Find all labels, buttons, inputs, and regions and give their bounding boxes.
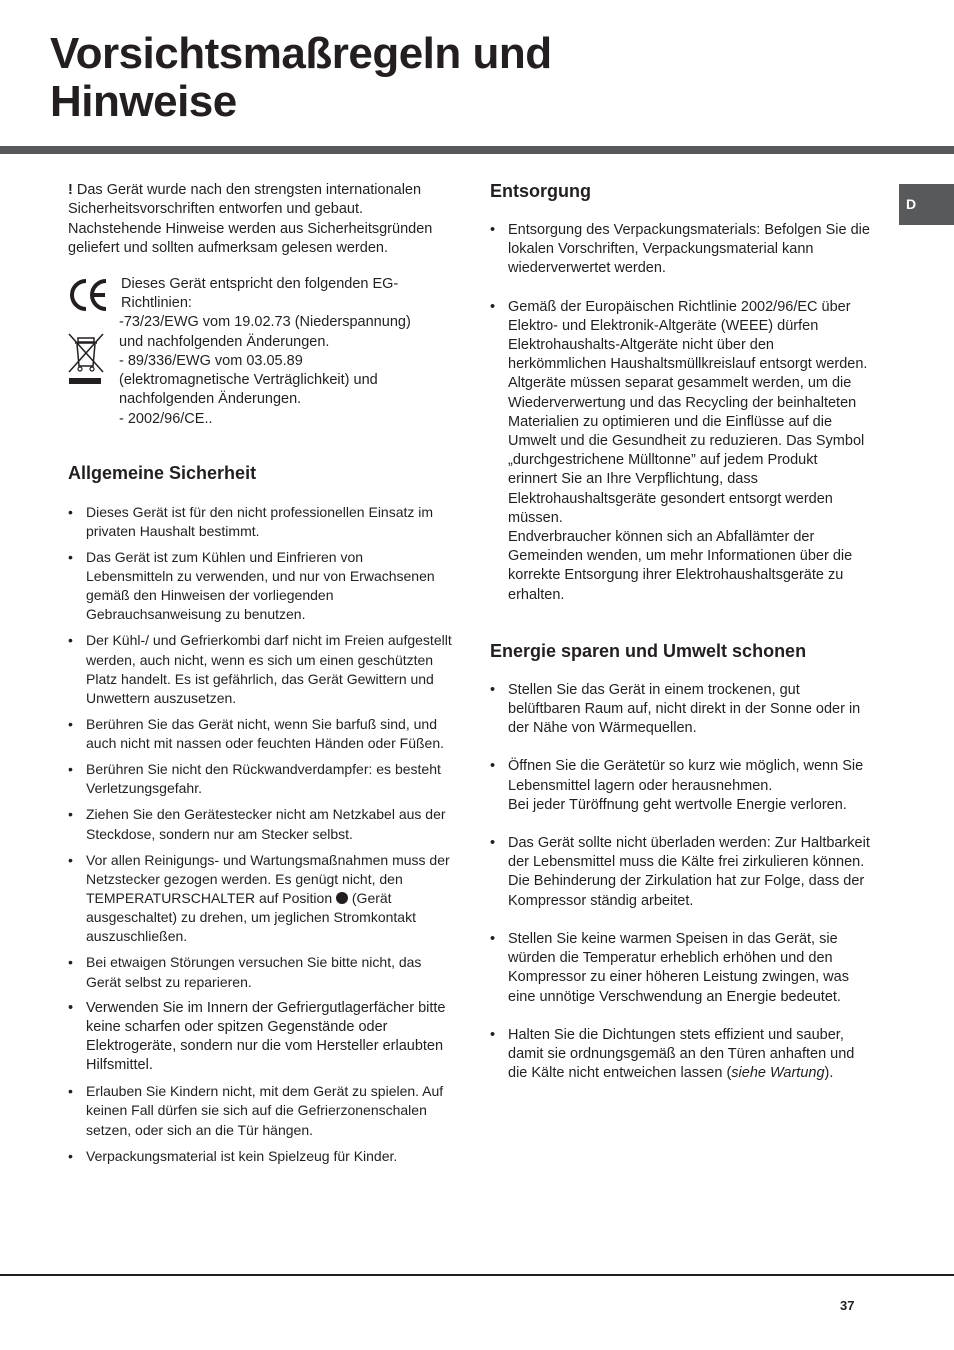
list-item: • Der Kühl-/ und Gefrierkombi darf nicht im Freien aufgestellt werden, auch nicht, wenn es sich um einen geschützten Platz handelt. Es ist gefährlich, das Gerät Gewittern und Unwettern auszusetzen. — [68, 631, 452, 708]
right-column — [490, 178, 870, 1102]
list-item: • Stellen Sie keine warmen Speisen in das Gerät, sie würden die Temperatur erheblich erhöhen und den Kompressor zu einer höheren Leistung zwingen, was eine unnötige Verschwendung an Energie bedeutet. — [490, 930, 870, 1007]
weee-paragraph: • Gemäß der Europäischen Richtlinie 2002/96/EC über Elektro- und Elektronik-Altgeräte (WEEE) dürfen Elektrohaushalts-Altgeräte nicht über den herkömmlichen Haushaltsmüllkreislauf entsorgt werden. Altgeräte müssen separat gesammelt werden, um die Wiederverwertung und das Recycling der beinhalteten Materialien zu optimieren und die Einflüsse auf die Umwelt und die Gesundheit zu reduzieren. Das Symbol „durchgestrichene Mülltonne” auf jedem Produkt erinnert Sie an Ihre Verpflichtung, dass Elektrohaushaltsgeräte gesondert entsorgt werden müssen. — [508, 298, 868, 526]
ce-mark-icon — [68, 275, 108, 315]
page-title — [50, 30, 552, 126]
cert-line: nachfolgenden Änderungen. — [119, 391, 302, 408]
certification-block — [68, 275, 452, 427]
weee-bin-icon — [66, 332, 106, 386]
footer-rule — [0, 1274, 954, 1276]
cert-line: und nachfolgenden Änderungen. — [119, 333, 330, 350]
door-paragraph: • Öffnen Sie die Gerätetür so kurz wie möglich, wenn Sie Lebensmittel lagern oder herausnehmen. — [508, 758, 864, 794]
cert-line: (elektromagnetische Verträglichkeit) und — [119, 372, 378, 389]
certification-icons — [68, 275, 108, 391]
general-safety-list — [68, 503, 452, 1166]
door-paragraph-2: Bei jeder Türöffnung geht wertvolle Energie verloren. — [508, 796, 847, 813]
general-safety-heading: Allgemeine Sicherheit — [68, 462, 257, 483]
cert-line: - 2002/96/CE.. — [119, 410, 213, 427]
cert-line: Dieses Gerät entspricht den folgenden EG- — [121, 275, 399, 292]
cert-line: -73/23/EWG vom 19.02.73 (Niederspannung) — [119, 314, 411, 331]
list-item: • Berühren Sie das Gerät nicht, wenn Sie barfuß sind, und auch nicht mit nassen oder feuchten Händen oder Füßen. — [68, 715, 452, 753]
list-item: • Entsorgung des Verpackungsmaterials: Befolgen Sie die lokalen Vorschriften, Verpackungsmaterial kann wiederverwertet werden. — [490, 221, 870, 279]
list-item: • Berühren Sie nicht den Rückwandverdampfer: es besteht Verletzungsgefahr. — [68, 760, 452, 798]
page-number: 37 — [840, 1298, 855, 1313]
list-item: • Ziehen Sie den Gerätestecker nicht am Netzkabel aus der Steckdose, sondern nur am Stecker selbst. — [68, 805, 452, 843]
off-position-dot-icon — [336, 892, 348, 904]
certification-text — [121, 275, 451, 429]
energy-heading: Energie sparen und Umwelt schonen — [490, 640, 807, 661]
seals-text-before: Halten Sie die Dichtungen stets effizient und sauber, damit sie ordnungsgemäß an den Türen anhaften und die Kälte nicht entweichen lassen ( — [508, 1026, 855, 1082]
seals-text-after: ). — [824, 1065, 834, 1082]
list-item: • Verpackungsmaterial ist kein Spielzeug für Kinder. — [68, 1147, 452, 1166]
list-item — [490, 757, 870, 815]
intro-paragraph — [68, 181, 452, 259]
cleaning-text-after: (Gerät ausgeschaltet) zu drehen, um jeglichen Stromkontakt auszuschließen. — [86, 890, 416, 945]
weee-paragraph-2: Endverbraucher können sich an Abfallämter der Gemeinden wenden, um mehr Informationen über die korrekte Entsorgung ihrer Elektrohaushaltsgeräte zu erhalten. — [508, 529, 853, 603]
list-item: • Dieses Gerät ist für den nicht professionellen Einsatz im privaten Haushalt bestimmt. — [68, 503, 452, 541]
warning-mark: ! — [68, 182, 73, 198]
language-tab[interactable]: D — [899, 184, 954, 225]
list-item — [490, 1026, 870, 1084]
list-item: • Das Gerät sollte nicht überladen werden: Zur Haltbarkeit der Lebensmittel muss die Kälte frei zirkulieren können. Die Behinderung der Zirkulation hat zur Folge, dass der Kompressor ständig arbeitet. — [490, 834, 870, 911]
disposal-heading: Entsorgung — [490, 181, 591, 201]
maintenance-reference: siehe Wartung — [731, 1065, 825, 1082]
energy-list — [490, 681, 870, 1083]
list-item: • Das Gerät ist zum Kühlen und Einfrieren von Lebensmitteln zu verwenden, und nur von Erwachsenen gemäß den Hinweisen der vorliegenden Gebrauchsanweisung zu benutzen. — [68, 548, 452, 625]
left-column — [68, 181, 452, 1173]
intro-text: Das Gerät wurde nach den strengsten internationalen Sicherheitsvorschriften entworfen und gebaut. Nachstehende Hinweise werden aus Sicherheitsgründen geliefert und sollten aufmerksam gelesen werden. — [68, 182, 433, 257]
list-item: • Erlauben Sie Kindern nicht, mit dem Gerät zu spielen. Auf keinen Fall dürfen sie sich auf die Gefrierzonenschalen setzen, oder sich an die Tür hängen. — [68, 1082, 452, 1140]
header-rule — [0, 146, 954, 154]
list-item: • Bei etwaigen Störungen versuchen Sie bitte nicht, das Gerät selbst zu reparieren. — [68, 953, 452, 991]
title-line-2: Hinweise — [50, 77, 237, 126]
cert-line: - 89/336/EWG vom 03.05.89 — [119, 352, 303, 369]
title-line-1: Vorsichtsmaßregeln und — [50, 29, 552, 78]
cleaning-text-before: Vor allen Reinigungs- und Wartungsmaßnahmen muss der Netzstecker gezogen werden. Es genügt nicht, den TEMPERATURSCHALTER auf Position — [86, 851, 450, 907]
list-item: • Verwenden Sie im Innern der Gefriergutlagerfächer bitte keine scharfen oder spitzen Gegenstände oder Elektrogeräte, sondern nur die vom Hersteller erlaubten Hilfsmittel. — [68, 999, 452, 1076]
cert-line: Richtlinien: — [121, 294, 192, 311]
list-item-cleaning — [68, 851, 452, 947]
list-item — [490, 298, 870, 605]
disposal-list — [490, 221, 870, 605]
list-item: • Stellen Sie das Gerät in einem trockenen, gut belüftbaren Raum auf, nicht direkt in der Sonne oder in der Nähe von Wärmequellen. — [490, 681, 870, 739]
